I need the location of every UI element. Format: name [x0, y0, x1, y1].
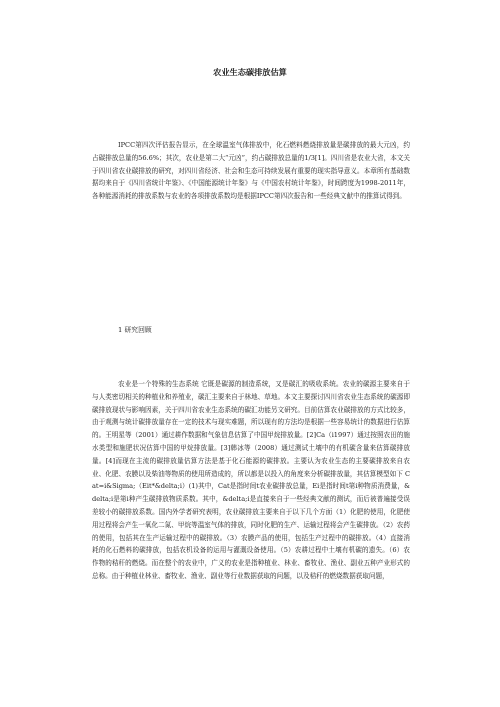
body-paragraph: 农业是一个特殊的生态系统 它既是碳源的制造系统，又是碳汇的吸收系统。农业的碳源主要来自于与人类密切相关的种植业和养殖业，碳汇主要来自于林地、草地。本文主要探讨四川省农业生态系统的碳源即碳排放现状与影响因素，关于四川省农业生态系统的碳汇功能另文研究。目前估算农业碳排放的方式比较多，由于观测与统计碳排放量存在一定的技术与现实难题，所以现有的方法均是根据一些容易统计的数据进行估算的。王明星等（2001）通过耕作数据和气象信息估算了中国甲烷排放量。[2]Ca（i1997）通过按照农田的施水类型和施肥状况估算中国的甲烷排放量。[3]韩冰等（2008）通过测试土壤中的有机碳含量来估算碳排放量。[4]而现在主流的碳排放量估算方法是基于化石能源的碳排放。主要认为农业生态的主要碳排放来自农业、化肥、农膜以及柴油等物质的使用所造成的，所以都是以投入的角度来分析碳排放量，其估算模型如下 Cat=i&Sigma;（Eit*&delta;i）(1)其中，Cat是指时间t农业碳排放总量，Ei是指时间t第i种物质消费量，&delta;i是第i种产生碳排放物质系数。其中，&delta;i是直接来自于一些经典文献的测试，而后被普遍接受误差较小的碳排放系数。国内外学者研究表明，农业碳排放主要来自于以下几个方面（1）化肥的使用，化肥使用过程将会产生一氧化二氮、甲烷等温室气体的排放，同时化肥的生产、运输过程将会产生碳排放。（2）农药的使用，包括其在生产运输过程中的碳排放。（3）农膜产品的使用，包括生产过程中的碳排放。（4）直接消耗的化石燃料的碳排放，包括农机设备的运用与灌溉设备使用。（5）农耕过程中土壤有机碳的遗失。（6）农作物的秸秆的燃烧。而在整个的农业中，广义的农业是指种植业、林业、畜牧业、渔业、副业五种产业形式的总称。由于种植业林业、畜牧业、渔业、副业等行业数据获取的问题，以及秸秆的燃烧数据获取问题， — [92, 380, 410, 580]
page-title: 农业生态碳排放估算 — [213, 67, 287, 77]
section-heading: 1 研究回顾 — [118, 326, 152, 334]
abstract-paragraph: IPCC第四次评估报告显示，在全球温室气体排放中，化石燃料燃烧排放量是碳排放的最大元凶，约占碳排放总量的56.6%；其次，农业是第二大“元凶”，约占碳排放总量的1/3[1]。四川省是农业大省，本文关于四川省农业碳排放的研究，对四川省经济、社会和生态可持续发展有重要的现实指导意义。本章所有基础数据均来自于《四川省统计年鉴》、《中国能源统计年鉴》与《中国农村统计年鉴》，时间跨度为1998-2011年，各种能源消耗的排放系数与农业的各项排放系数均是根据IPCC第四次报告和一些经典文献中的推算试得到。 — [92, 141, 410, 201]
